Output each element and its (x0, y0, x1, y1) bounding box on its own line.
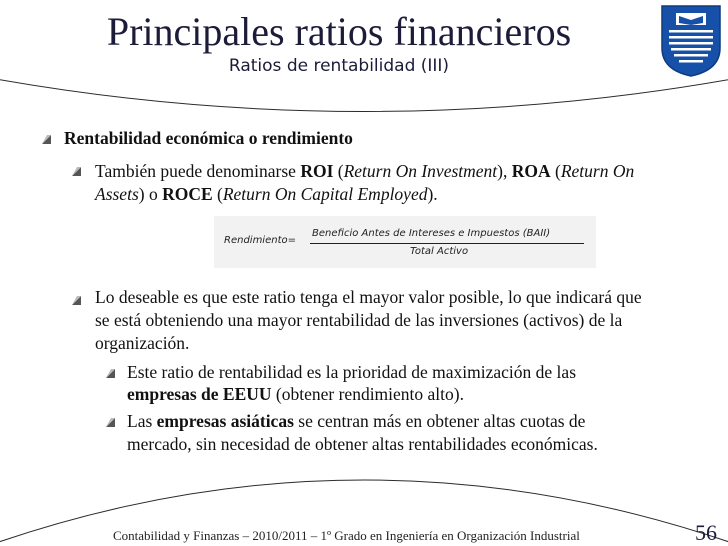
desirable-line-3: organización. (95, 333, 190, 353)
formula-lhs: Rendimiento= (224, 235, 296, 246)
university-logo-icon (660, 4, 722, 78)
formula-denominator: Total Activo (410, 246, 469, 257)
fraction-line (310, 243, 584, 244)
usa-line-2: empresas de EEUU (obtener rendimiento alto). (127, 384, 464, 404)
roi-line-1: También puede denominarse ROI (Return On Investment), ROA (Return On (95, 161, 635, 181)
desirable-line-1: Lo deseable es que este ratio tenga el mayor valor posible, lo que indicará que (95, 287, 642, 307)
desirable-line-2: se está obteniendo una mayor rentabilidad de las inversiones (activos) de la (95, 310, 623, 330)
roi-line-2: Assets) o ROCE (Return On Capital Employed). (95, 184, 438, 204)
bullet-icon (106, 369, 115, 378)
footer-text: Contabilidad y Finanzas – 2010/2011 – 1º Grado en Ingeniería en Organización Industrial (113, 528, 580, 543)
section-heading: Rentabilidad económica o rendimiento (64, 128, 353, 148)
usa-line-1: Este ratio de rentabilidad es la prioridad de maximización de las (127, 362, 577, 382)
bullet-icon (72, 296, 81, 305)
slide-title: Principales ratios financieros (106, 9, 572, 54)
asia-line-2: mercado, sin necesidad de obtener altas rentabilidades económicas. (127, 434, 598, 454)
bullet-icon (106, 418, 115, 427)
bullet-icon (42, 135, 51, 144)
slide-subtitle: Ratios de rentabilidad (III) (228, 56, 450, 76)
header-arc (0, 78, 728, 112)
bullet-icon (72, 167, 81, 176)
formula-box (214, 216, 596, 268)
formula-numerator: Beneficio Antes de Intereses e Impuestos (BAII) (312, 228, 551, 239)
asia-line-1: Las empresas asiáticas se centran más en obtener altas cuotas de (127, 411, 586, 431)
page-number: 56 (695, 520, 717, 545)
